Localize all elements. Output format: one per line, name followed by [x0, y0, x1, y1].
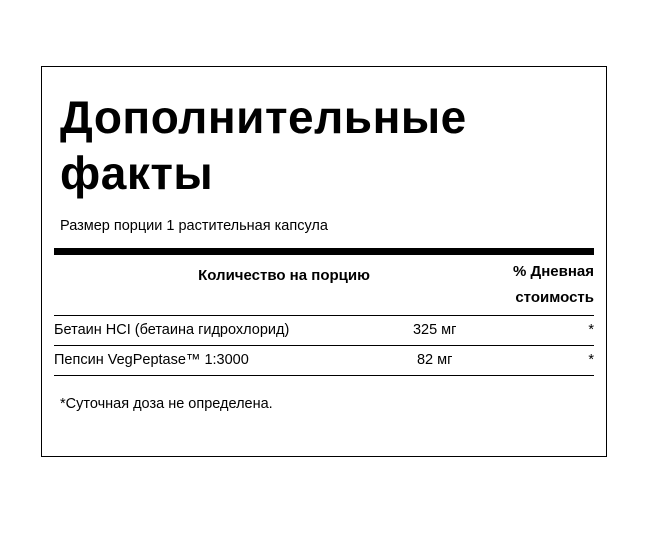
ingredient-daily-value: * [524, 316, 594, 346]
table-header [54, 255, 594, 315]
table-row [54, 346, 594, 376]
daily-value-line-1: % Дневная [513, 263, 594, 281]
supplement-facts-panel [41, 66, 607, 457]
ingredient-name: Пепсин VegPeptase™ 1:3000 [54, 346, 346, 376]
ingredients-table [54, 316, 594, 376]
ingredient-amount: 325 мг [346, 316, 524, 346]
serving-size-text: Размер порции 1 растительная капсула [60, 218, 328, 235]
ingredient-amount: 82 мг [346, 346, 524, 376]
column-header-amount-per-serving: Количество на порцию [198, 267, 370, 285]
footnote-text: *Суточная доза не определена. [60, 396, 273, 413]
thick-divider [54, 248, 594, 255]
column-header-daily-value [474, 259, 594, 310]
daily-value-line-2: стоимость [515, 288, 594, 306]
page-title: Дополнительные факты [60, 91, 467, 200]
ingredient-daily-value: * [524, 346, 594, 376]
ingredient-name: Бетаин HCI (бетаина гидрохлорид) [54, 316, 346, 346]
table-row [54, 316, 594, 346]
